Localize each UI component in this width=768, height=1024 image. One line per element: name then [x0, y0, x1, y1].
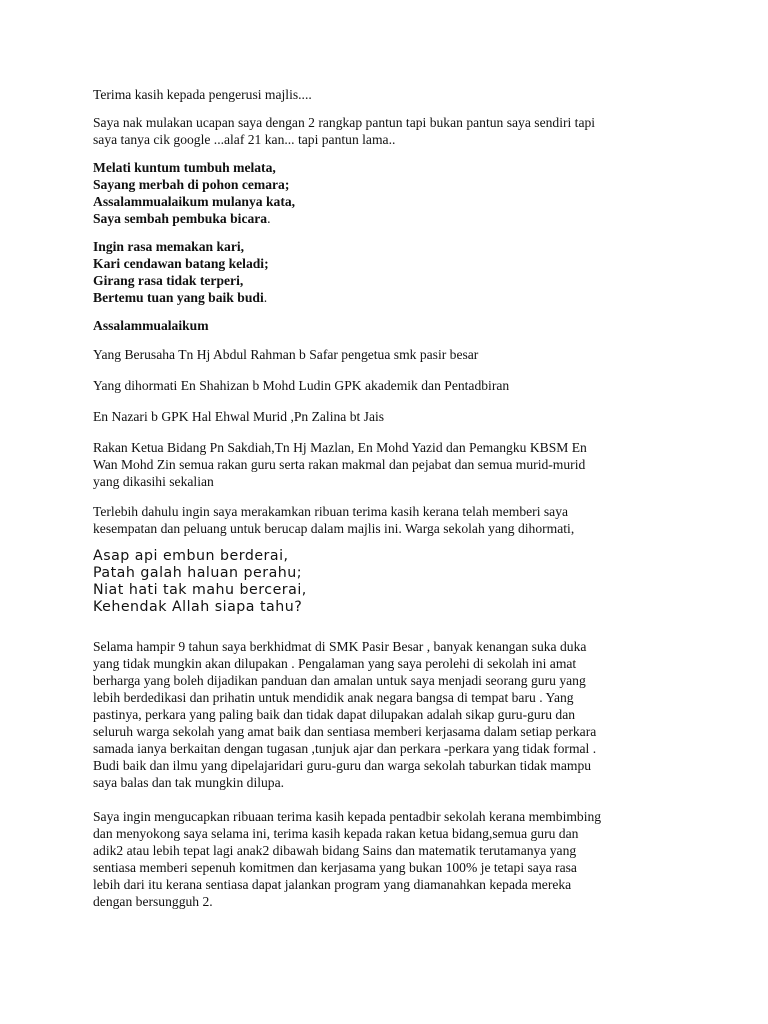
- pantun-line: Assalammualaikum mulanya kata,: [93, 194, 296, 209]
- intro-line: saya tanya cik google ...alaf 21 kan... tapi pantun lama..: [93, 132, 396, 147]
- body-line: pastinya, perkara yang paling baik dan tidak dapat dilupakan adalah sikap guru-guru dan: [93, 707, 576, 722]
- pantun-line: Melati kuntum tumbuh melata,: [93, 160, 276, 175]
- colleagues-line: Rakan Ketua Bidang Pn Sakdiah,Tn Hj Mazlan, En Mohd Yazid dan Pemangku KBSM En: [93, 440, 587, 455]
- pantun-line-last: [93, 289, 693, 306]
- pantun-line: Girang rasa tidak terperi,: [93, 273, 244, 288]
- body-line: adik2 atau lebih tepat lagi anak2 dibawah bidang Sains dan matematik terutamanya yang: [93, 843, 577, 858]
- pantun-line: Kehendak Allah siapa tahu?: [93, 599, 303, 615]
- body-paragraph-2: [93, 808, 693, 910]
- body-line: lebih berdedikasi dan prihatin untuk mendidik anak negara bangsa di tempat baru . Yang: [93, 690, 574, 705]
- pantun-2: [93, 238, 693, 306]
- intro-paragraph: [93, 114, 693, 148]
- intro-line: Saya nak mulakan ucapan saya dengan 2 rangkap pantun tapi bukan pantun saya sendiri tapi: [93, 115, 596, 130]
- pantun-3: [93, 548, 693, 616]
- body-line: seluruh warga sekolah yang amat baik dan sentiasa memberi kerjasama dalam setiap perkara: [93, 724, 597, 739]
- body-line: yang tidak mungkin akan dilupakan . Pengalaman yang saya perolehi di sekolah ini amat: [93, 656, 577, 671]
- pantun-line-text: Bertemu tuan yang baik budi: [93, 290, 264, 305]
- opening-paragraph: [93, 86, 693, 103]
- pantun-1: [93, 159, 693, 227]
- pantun-line-text: Saya sembah pembuka bicara: [93, 211, 268, 226]
- salam-heading: Assalammualaikum: [93, 318, 209, 333]
- body-line: saya balas dan tak mungkin dilupa.: [93, 775, 285, 790]
- pantun-line-tail: .: [267, 211, 271, 226]
- thanks-line: Terlebih dahulu ingin saya merakamkan ribuan terima kasih kerana telah memberi saya: [93, 504, 569, 519]
- pantun-line-last: [93, 210, 693, 227]
- colleagues-line: yang dikasihi sekalian: [93, 474, 214, 489]
- pantun-line-tail: .: [263, 290, 268, 305]
- colleagues-line: Wan Mohd Zin semua rakan guru serta rakan makmal dan pejabat dan semua murid-murid: [93, 457, 586, 472]
- pantun-line: Ingin rasa memakan kari,: [93, 239, 245, 254]
- body-line: sentiasa memberi sepenuh komitmen dan kerjasama yang bukan 100% je tetapi saya rasa: [93, 860, 577, 875]
- pantun-line: Patah galah haluan perahu;: [93, 565, 303, 581]
- body-line: Saya ingin mengucapkan ribuaan terima kasih kepada pentadbir sekolah kerana membimbing: [93, 809, 602, 824]
- body-line: Selama hampir 9 tahun saya berkhidmat di SMK Pasir Besar , banyak kenangan suka duka: [93, 639, 587, 654]
- thanks-paragraph: [93, 503, 693, 537]
- pantun-line: Kari cendawan batang keladi;: [93, 256, 269, 271]
- colleagues-paragraph: [93, 439, 693, 490]
- pantun-line: Niat hati tak mahu bercerai,: [93, 582, 307, 598]
- document-page: [93, 86, 693, 927]
- body-line: Budi baik dan ilmu yang dipelajaridari guru-guru dan warga sekolah taburkan tidak mampu: [93, 758, 592, 773]
- greeting-paragraph: [93, 346, 693, 363]
- greeting-line: En Nazari b GPK Hal Ehwal Murid ,Pn Zalina bt Jais: [93, 409, 385, 424]
- pantun-line: Asap api embun berderai,: [93, 548, 289, 564]
- body-line: samada ianya berkaitan dengan tugasan ,tunjuk ajar dan perkara -perkara yang tidak formal .: [93, 741, 597, 756]
- body-line: lebih dari itu kerana sentiasa dapat jalankan program yang diamanahkan kepada mereka: [93, 877, 572, 892]
- body-line: dengan bersungguh 2.: [93, 894, 213, 909]
- body-line: berharga yang boleh dijadikan panduan dan amalan untuk saya menjadi seorang guru yang: [93, 673, 586, 688]
- pantun-line: Sayang merbah di pohon cemara;: [93, 177, 290, 192]
- greeting-paragraph: [93, 408, 693, 425]
- greeting-paragraph: [93, 377, 693, 394]
- body-paragraph-1: [93, 638, 693, 791]
- body-line: dan menyokong saya selama ini, terima kasih kepada rakan ketua bidang,semua guru dan: [93, 826, 579, 841]
- thanks-line: kesempatan dan peluang untuk berucap dalam majlis ini. Warga sekolah yang dihormati,: [93, 521, 575, 536]
- greeting-line: Yang dihormati En Shahizan b Mohd Ludin GPK akademik dan Pentadbiran: [93, 378, 510, 393]
- greeting-line: Yang Berusaha Tn Hj Abdul Rahman b Safar pengetua smk pasir besar: [93, 347, 479, 362]
- opening-line: Terima kasih kepada pengerusi majlis....: [93, 87, 312, 102]
